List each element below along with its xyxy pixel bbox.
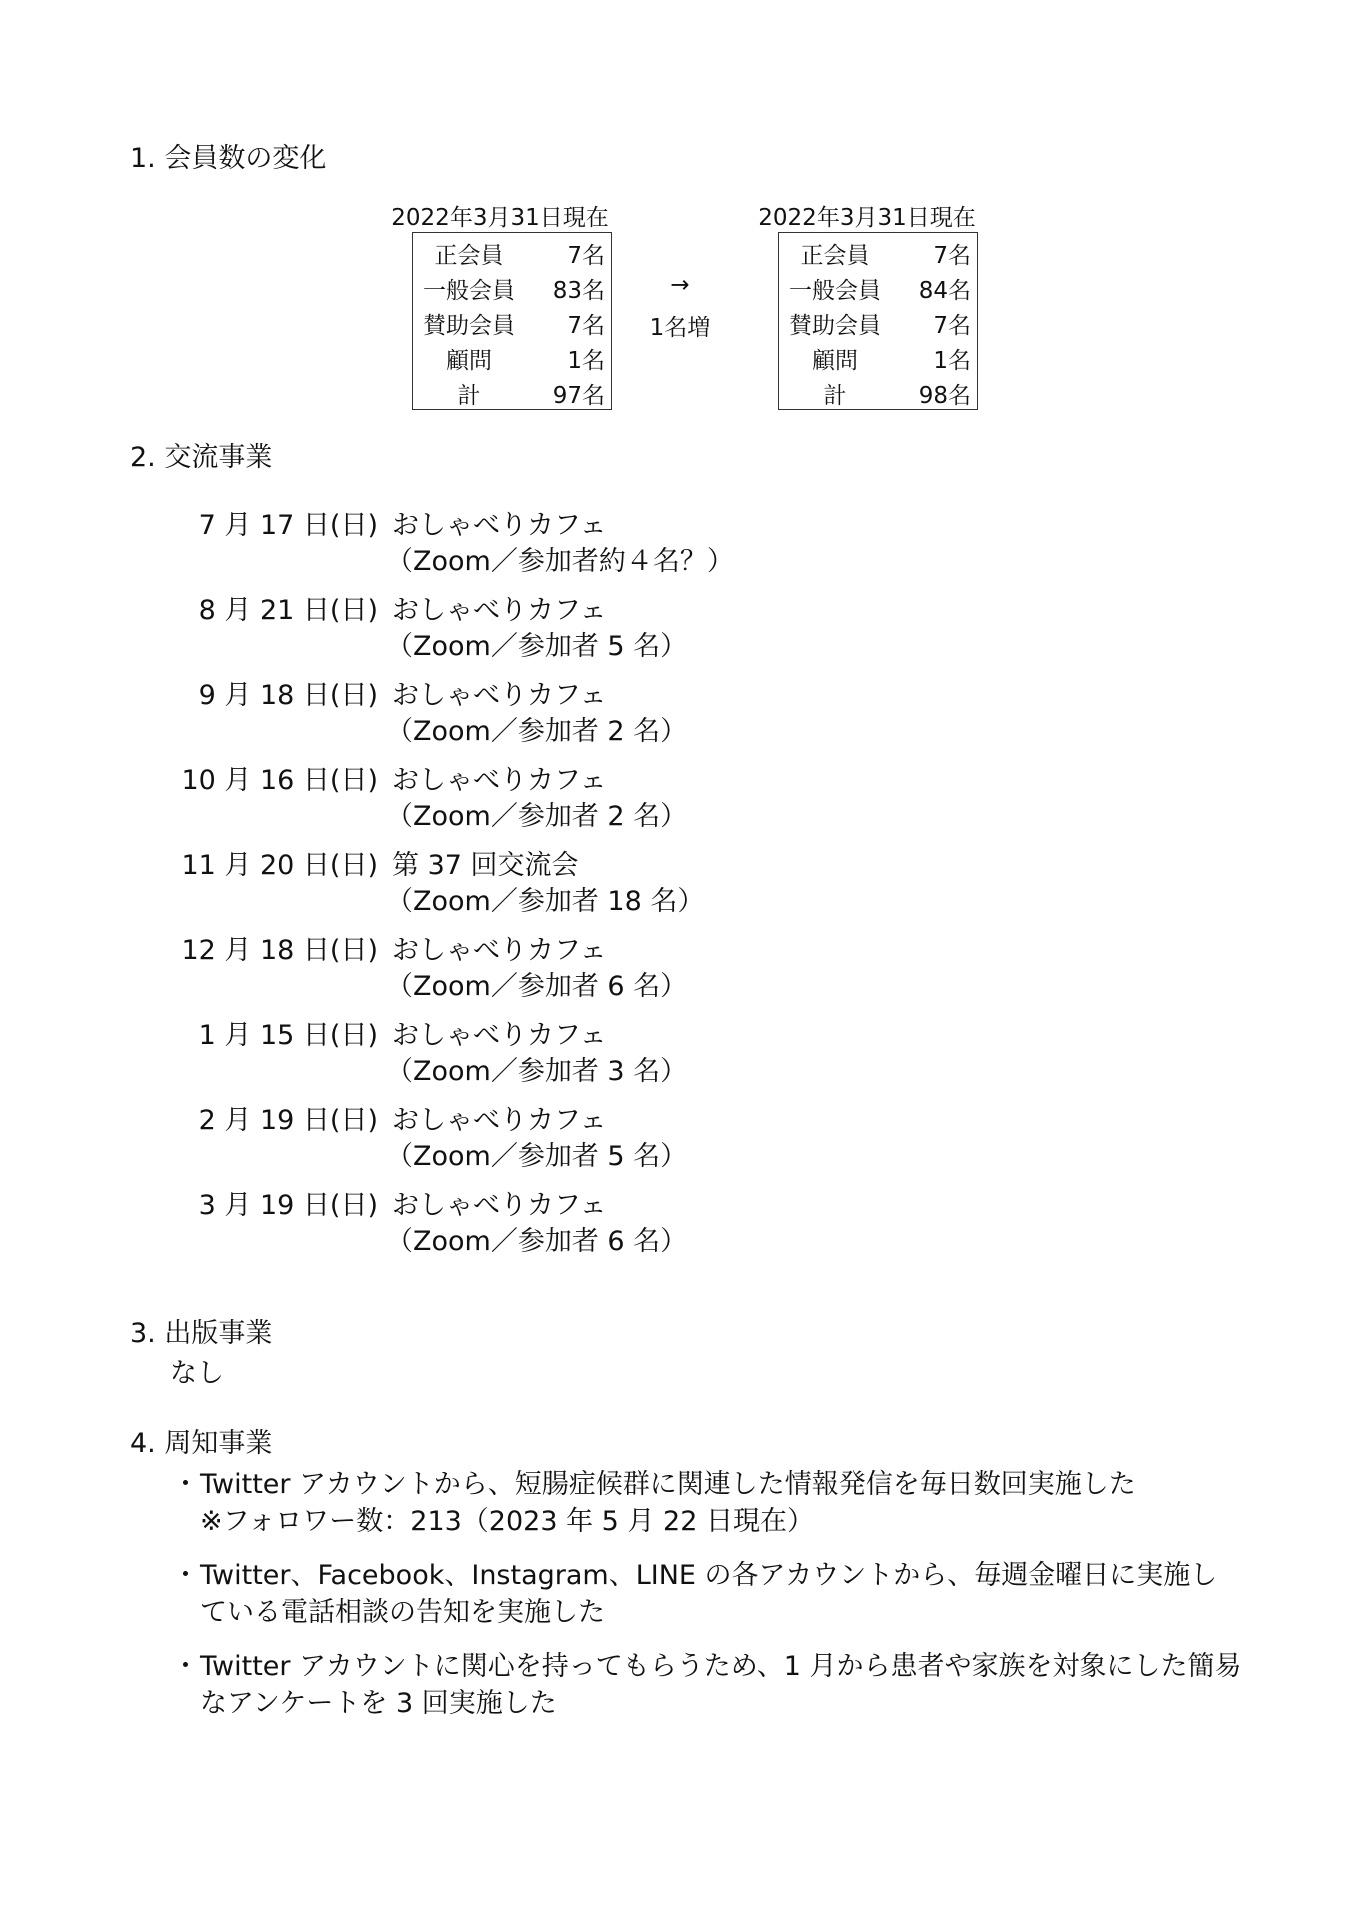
table-row: [413, 233, 611, 269]
row-value: 7名: [933, 243, 971, 269]
bullet-line: Twitter、Facebook、Instagram、LINE の各アカウントから、毎週金曜日に実施し: [200, 1560, 1218, 1591]
bullet-mark: ・: [172, 1651, 199, 1682]
event-title: おしゃべりカフェ: [392, 1190, 607, 1221]
row-label: 計: [823, 383, 847, 409]
event-detail: （Zoom／参加者 18 名）: [386, 886, 705, 917]
row-label: 計: [457, 383, 481, 409]
event-title: おしゃべりカフェ: [392, 680, 607, 711]
event-title: 第 37 回交流会: [392, 850, 579, 881]
event-detail: （Zoom／参加者 2 名）: [386, 716, 688, 747]
bullet-line: ている電話相談の告知を実施した: [200, 1597, 605, 1628]
event-detail: （Zoom／参加者約４名？）: [386, 546, 734, 577]
event-detail: （Zoom／参加者 3 名）: [386, 1056, 688, 1087]
row-label: 顧問: [812, 348, 858, 374]
event-date: 2 月 19 日(日): [198, 1105, 378, 1136]
row-value: 1名: [567, 348, 605, 374]
event-date: 1 月 15 日(日): [198, 1020, 378, 1051]
table-row: [413, 268, 611, 304]
bullet-line: ※フォロワー数：213（2023 年 5 月 22 日現在）: [200, 1506, 814, 1537]
event-date: 12 月 18 日(日): [181, 935, 378, 966]
row-value: 7名: [567, 313, 605, 339]
row-value: 83名: [552, 278, 605, 304]
event-detail: （Zoom／参加者 6 名）: [386, 1226, 688, 1257]
bullet-mark: ・: [172, 1560, 199, 1591]
table-row: [779, 233, 977, 269]
event-date: 7 月 17 日(日): [198, 510, 378, 541]
table-row: [779, 303, 977, 339]
table-row: [413, 338, 611, 374]
event-detail: （Zoom／参加者 2 名）: [386, 801, 688, 832]
event-title: おしゃべりカフェ: [392, 1020, 607, 1051]
table-row: [413, 303, 611, 339]
row-label: 賛助会員: [423, 313, 515, 339]
section-2-heading: 2. 交流事業: [130, 442, 273, 473]
member-change-label: 1名増: [649, 315, 711, 341]
row-value: 7名: [933, 313, 971, 339]
event-title: おしゃべりカフェ: [392, 595, 607, 626]
event-detail: （Zoom／参加者 6 名）: [386, 971, 688, 1002]
row-value: 98名: [918, 383, 971, 409]
arrow-icon: →: [670, 272, 690, 298]
bullet-line: なアンケートを 3 回実施した: [200, 1688, 557, 1719]
row-label: 一般会員: [423, 278, 515, 304]
section-4-heading: 4. 周知事業: [130, 1428, 273, 1459]
event-title: おしゃべりカフェ: [392, 1105, 607, 1136]
section-3-text: なし: [170, 1358, 224, 1389]
row-label: 一般会員: [789, 278, 881, 304]
event-detail: （Zoom／参加者 5 名）: [386, 631, 688, 662]
event-date: 9 月 18 日(日): [198, 680, 378, 711]
row-label: 顧問: [446, 348, 492, 374]
after-member-table: [778, 232, 978, 410]
row-label: 正会員: [800, 243, 870, 269]
row-value: 1名: [933, 348, 971, 374]
event-detail: （Zoom／参加者 5 名）: [386, 1141, 688, 1172]
bullet-line: Twitter アカウントに関心を持ってもらうため、1 月から患者や家族を対象にした簡易: [200, 1651, 1242, 1682]
table-row: [779, 338, 977, 374]
event-date: 8 月 21 日(日): [198, 595, 378, 626]
event-date: 3 月 19 日(日): [198, 1190, 378, 1221]
row-value: 7名: [567, 243, 605, 269]
event-date: 11 月 20 日(日): [181, 850, 378, 881]
bullet-mark: ・: [172, 1469, 199, 1500]
table-row: [779, 268, 977, 304]
row-label: 正会員: [434, 243, 504, 269]
before-member-table: [412, 232, 612, 410]
section-3-heading: 3. 出版事業: [130, 1318, 273, 1349]
event-title: おしゃべりカフェ: [392, 765, 607, 796]
bullet-line: Twitter アカウントから、短腸症候群に関連した情報発信を毎日数回実施した: [200, 1469, 1136, 1500]
event-date: 10 月 16 日(日): [181, 765, 378, 796]
row-value: 97名: [552, 383, 605, 409]
before-table-caption: 2022年3月31日現在: [391, 205, 609, 231]
table-row: [413, 373, 611, 409]
table-row: [779, 373, 977, 409]
after-table-caption: 2022年3月31日現在: [758, 205, 976, 231]
event-title: おしゃべりカフェ: [392, 510, 607, 541]
row-value: 84名: [918, 278, 971, 304]
event-title: おしゃべりカフェ: [392, 935, 607, 966]
row-label: 賛助会員: [789, 313, 881, 339]
section-1-heading: 1. 会員数の変化: [130, 143, 327, 174]
